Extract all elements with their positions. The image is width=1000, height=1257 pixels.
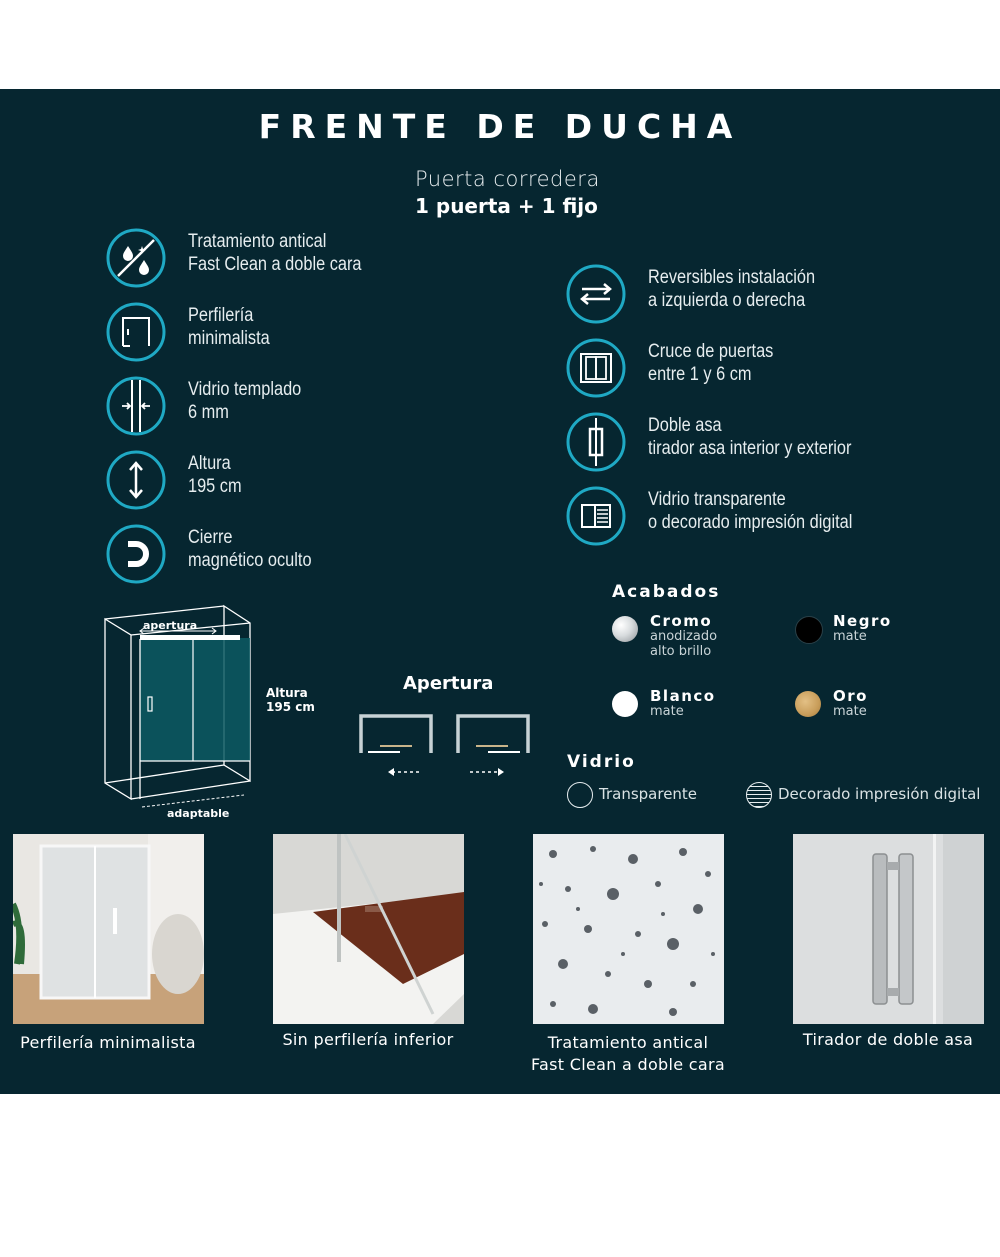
double-handle-icon (566, 412, 626, 472)
cromo-swatch (612, 616, 638, 642)
finish-sub: mate (650, 704, 684, 719)
drops-crossed-icon (106, 228, 166, 288)
finish-name: Negro (833, 612, 892, 630)
photo-bathroom (13, 834, 204, 1024)
apertura-diagram (358, 713, 534, 781)
feature-label: Doble asa tirador asa interior y exterior (648, 415, 852, 459)
photo-floor (273, 834, 464, 1024)
feature-label: Vidrio transparente o decorado impresión digital (648, 489, 853, 533)
tempered-glass-icon (106, 376, 166, 436)
photo-caption: Perfilería minimalista (20, 1033, 196, 1052)
finish-name: Blanco (650, 687, 716, 705)
photo-caption: Tirador de doble asa (802, 1030, 974, 1049)
door-frame-icon (106, 302, 166, 362)
product-panel (0, 89, 1000, 1094)
transparent-glass-icon (567, 782, 593, 808)
striped-glass-icon (746, 782, 772, 808)
height-arrow-icon (106, 450, 166, 510)
subtitle: Puerta corredera (415, 167, 600, 191)
apertura-title: Apertura (403, 673, 494, 694)
finish-name: Oro (833, 687, 868, 705)
feature-label: Cruce de puertas entre 1 y 6 cm (648, 341, 774, 385)
glass-label: Decorado impresión digital (778, 785, 981, 803)
diagram-apertura-label: apertura (143, 619, 198, 632)
photo-caption: Sin perfilería inferior (282, 1030, 454, 1049)
feature-label: Cierre magnético oculto (188, 527, 312, 571)
blanco-swatch (612, 691, 638, 717)
page-title: FRENTE DE DUCHA (258, 107, 742, 146)
finish-name: Cromo (650, 612, 713, 630)
oro-swatch (795, 691, 821, 717)
vidrio-title: Vidrio (567, 752, 636, 772)
glass-label: Transparente (599, 785, 698, 803)
sliding-doors-icon (566, 338, 626, 398)
subtitle-config: 1 puerta + 1 fijo (415, 194, 598, 218)
finish-sub: anodizado alto brillo (650, 629, 718, 659)
feature-label: Perfilería minimalista (188, 305, 270, 349)
magnet-icon (106, 524, 166, 584)
feature-label: Altura 195 cm (188, 453, 242, 497)
feature-label: Tratamiento antical Fast Clean a doble cara (188, 231, 362, 275)
finish-sub: mate (833, 704, 867, 719)
photo-caption: Tratamiento antical Fast Clean a doble cara (531, 1033, 725, 1074)
acabados-title: Acabados (612, 582, 721, 602)
photo-water-drops (533, 834, 724, 1024)
feature-label: Reversibles instalación a izquierda o derecha (648, 267, 816, 311)
diagram-adaptable-label: adaptable (167, 807, 230, 820)
diagram-altura: Altura 195 cm (266, 686, 315, 714)
decorated-glass-icon (566, 486, 626, 546)
feature-label: Vidrio templado 6 mm (188, 379, 302, 423)
finish-sub: mate (833, 629, 867, 644)
photo-handle (793, 834, 984, 1024)
swap-arrows-icon (566, 264, 626, 324)
negro-swatch (795, 616, 823, 644)
